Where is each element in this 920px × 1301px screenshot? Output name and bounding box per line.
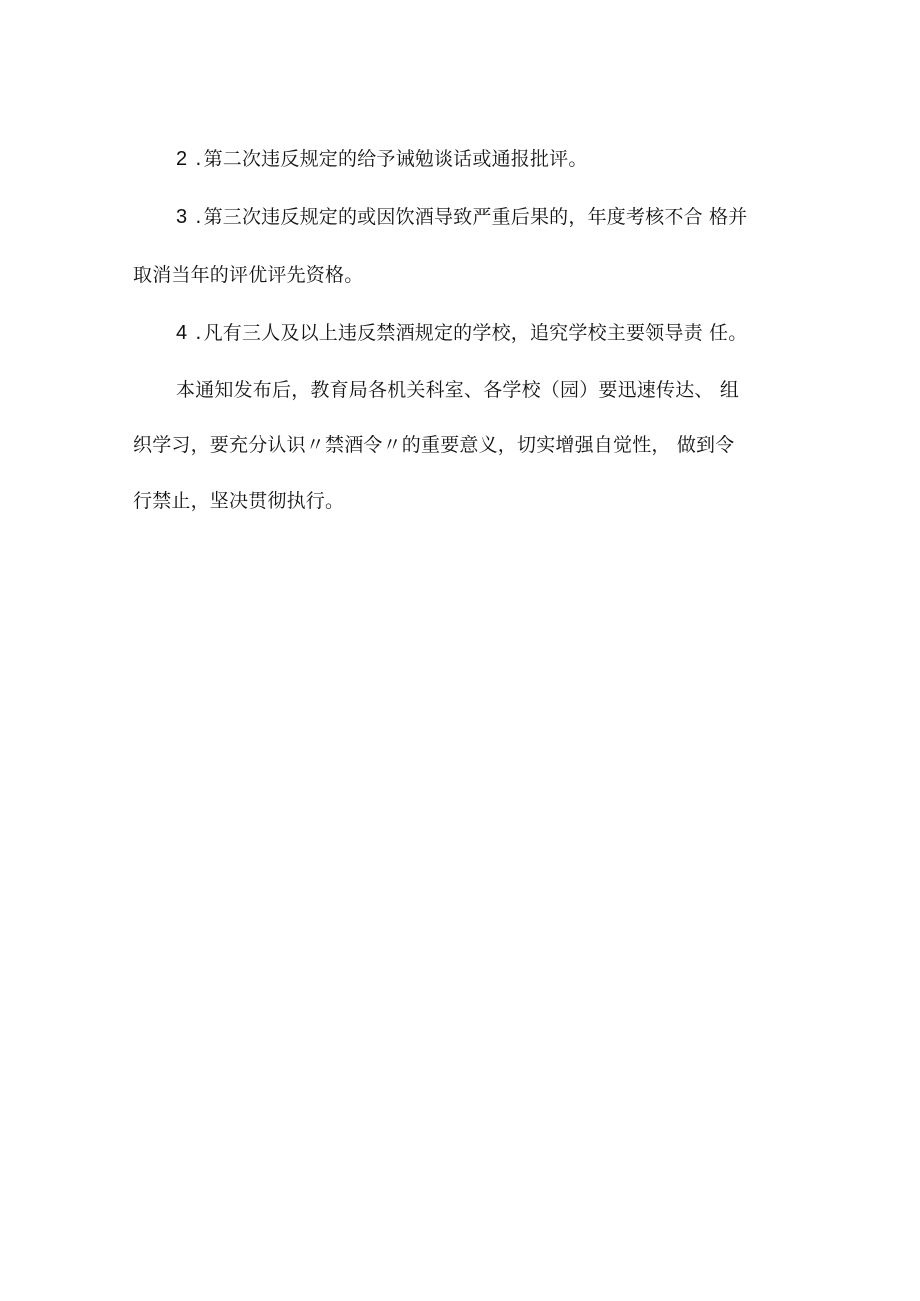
item-dot: . xyxy=(195,206,202,228)
item-text: 第二次违反规定的给予诫勉谈话或通报批评。 xyxy=(203,148,588,170)
item-text: 凡有三人及以上违反禁酒规定的学校，追究学校主要领导责 任。 xyxy=(203,322,748,344)
list-item-2 xyxy=(176,147,588,171)
item-number: 2 xyxy=(176,148,188,170)
closing-paragraph-line-2: 织学习，要充分认识〃禁酒令〃的重要意义，切实增强自觉性， 做到令 xyxy=(133,434,735,456)
item-number: 3 xyxy=(176,206,188,228)
item-number: 4 xyxy=(176,322,188,344)
list-item-3-continuation: 取消当年的评优评先资格。 xyxy=(133,264,364,286)
item-dot: . xyxy=(195,148,202,170)
list-item-4 xyxy=(176,321,747,345)
closing-paragraph-line-3: 行禁止，坚决贯彻执行。 xyxy=(133,490,345,512)
item-dot: . xyxy=(195,322,202,344)
item-text: 第三次违反规定的或因饮酒导致严重后果的，年度考核不合 格并 xyxy=(203,206,748,228)
list-item-3 xyxy=(176,205,747,229)
closing-paragraph-line-1: 本通知发布后，教育局各机关科室、各学校（园）要迅速传达、 组 xyxy=(176,379,740,401)
